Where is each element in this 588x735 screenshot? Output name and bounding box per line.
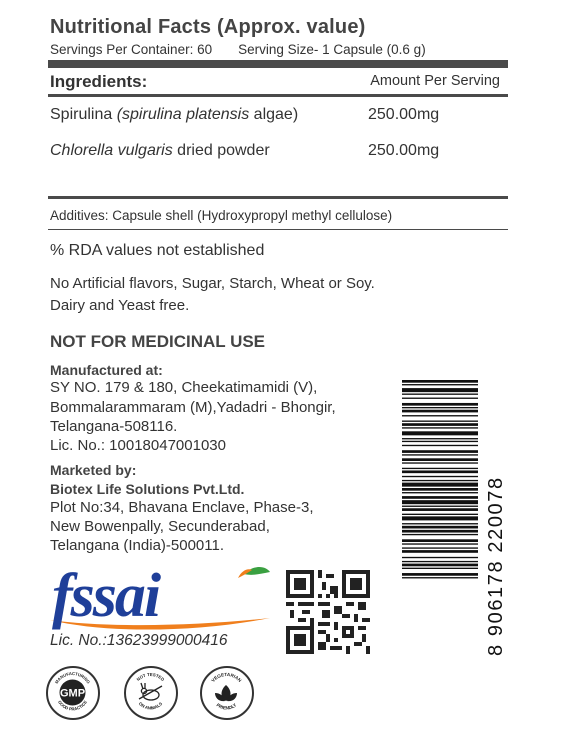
free-from-line: No Artificial flavors, Sugar, Starch, Wheat or Soy. [50, 275, 375, 292]
gmp-badge [46, 666, 100, 720]
barcode [402, 378, 508, 660]
free-from-note [50, 273, 375, 317]
leaf-icon [215, 685, 237, 701]
not-tested-on-animals-badge [124, 666, 178, 720]
svg-text:GOOD PRACTICE: GOOD PRACTICE [57, 699, 88, 712]
bottom-rule [48, 196, 508, 199]
address-line: Bommalarammaram (M),Yadadri - Bhongir, [50, 399, 336, 416]
svg-text:VEGETARIAN: VEGETARIAN [210, 671, 243, 684]
nutrition-title: Nutritional Facts (Approx. value) [50, 16, 366, 38]
not-medicinal-warning: NOT FOR MEDICINAL USE [50, 332, 266, 351]
marketed-heading: Marketed by: [50, 462, 137, 478]
manufactured-heading: Manufactured at: [50, 362, 163, 378]
free-from-line: Dairy and Yeast free. [50, 297, 190, 314]
serving-size: Serving Size- 1 Capsule (0.6 g) [238, 42, 426, 57]
fssai-logo [48, 562, 276, 634]
ingredient-rest: algae) [249, 106, 299, 123]
rda-note: % RDA values not established [50, 242, 265, 259]
thin-rule [48, 229, 508, 230]
amount-heading: Amount Per Serving [370, 73, 500, 89]
svg-text:GMP: GMP [59, 687, 86, 700]
ingredient-latin: (spirulina platensis [116, 106, 250, 123]
ingredient-row [50, 142, 270, 160]
ingredient-rest: dried powder [172, 142, 270, 159]
svg-text:fssai: fssai [52, 562, 160, 630]
ingredient-amount: 250.00mg [368, 142, 440, 159]
address-line: Telangana (India)-500011. [50, 537, 225, 554]
address-line: Plot No:34, Bhavana Enclave, Phase-3, [50, 499, 314, 516]
ingredient-name: Spirulina [50, 106, 117, 123]
svg-text:NOT TESTED: NOT TESTED [135, 671, 166, 683]
thick-rule [48, 60, 508, 68]
ingredient-row [50, 106, 298, 124]
address-line: New Bowenpally, Secunderabad, [50, 518, 270, 535]
address-line: SY NO. 179 & 180, Cheekatimamidi (V), [50, 379, 318, 396]
svg-text:MANUFACTURING: MANUFACTURING [53, 670, 92, 685]
header-rule [48, 94, 508, 97]
license-line: Lic. No.: 10018047001030 [50, 437, 226, 454]
ingredient-amount: 250.00mg [368, 106, 440, 123]
vegetarian-friendly-badge [200, 666, 254, 720]
svg-text:8 906178 220078: 8 906178 220078 [485, 476, 507, 656]
fssai-license: Lic. No.:13623999000416 [50, 632, 228, 649]
svg-text:ON ANIMALS: ON ANIMALS [137, 701, 164, 711]
additives-text: Additives: Capsule shell (Hydroxypropyl methyl cellulose) [50, 208, 393, 223]
svg-text:FRIENDLY: FRIENDLY [215, 702, 238, 711]
company-name: Biotex Life Solutions Pvt.Ltd. [50, 481, 245, 497]
ingredient-latin: Chlorella vulgaris [50, 142, 173, 159]
address-line: Telangana-508116. [50, 418, 178, 435]
rabbit-icon [139, 683, 162, 700]
serving-info [50, 42, 426, 57]
servings-per-container: Servings Per Container: 60 [50, 42, 213, 57]
qr-code [286, 570, 370, 654]
ingredients-heading: Ingredients: [50, 72, 148, 91]
